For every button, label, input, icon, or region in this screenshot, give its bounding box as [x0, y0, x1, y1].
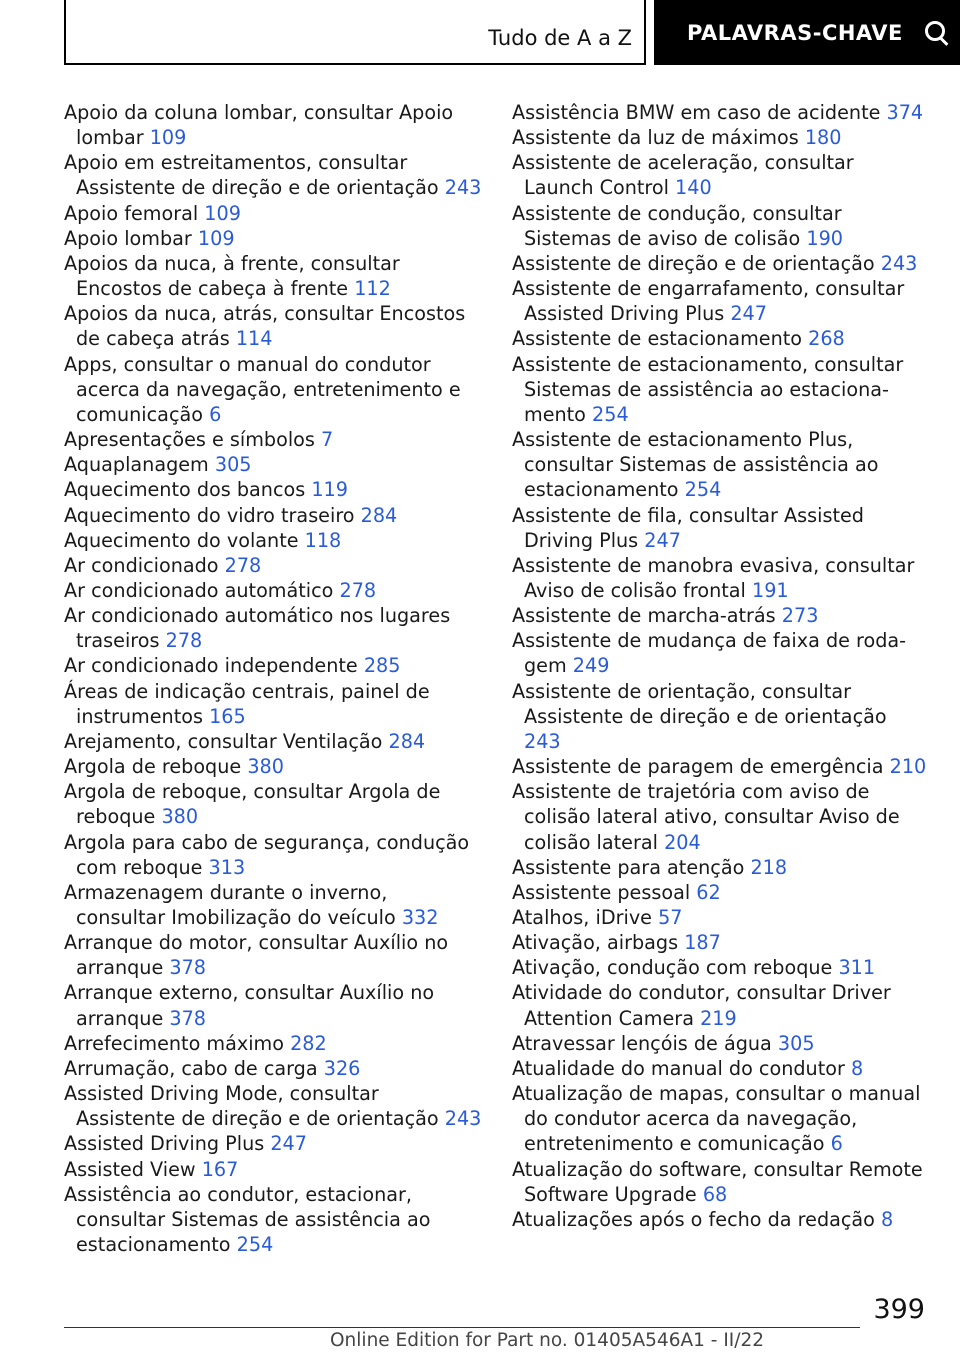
page-link[interactable]: 282: [290, 1031, 327, 1055]
page-link[interactable]: 285: [363, 654, 401, 678]
page-link[interactable]: 278: [339, 578, 377, 602]
page-link[interactable]: 378: [169, 1006, 206, 1030]
index-entry: [64, 251, 482, 301]
index-entry: [64, 1182, 482, 1257]
entry-text: Apoio femoral: [64, 201, 199, 225]
entry-text: Assistente de estacionamento Plus, consultar Sistemas de assistência ao estacionamento: [512, 428, 879, 502]
entry-text: Assistente de trajetória com aviso de colisão lateral ativo, consultar Aviso de colisão lateral: [512, 780, 900, 854]
index-entry: [64, 553, 482, 578]
page-link[interactable]: 305: [214, 453, 252, 477]
entry-text: Assistente de mudança de faixa de rodagem: [512, 629, 907, 678]
page-link[interactable]: 8: [850, 1056, 864, 1080]
page-link[interactable]: 109: [197, 226, 235, 250]
page-number: 399: [873, 1294, 925, 1325]
entry-text: Arrumação, cabo de carga: [64, 1056, 318, 1080]
index-entry: [512, 955, 927, 980]
index-entry: [512, 754, 927, 779]
entry-text: Ar condicionado automático nos lugares traseiros: [64, 604, 451, 653]
index-entry: [64, 830, 482, 880]
entry-text: Atalhos, iDrive: [512, 906, 652, 929]
index-entry: [512, 326, 927, 351]
page-link[interactable]: 6: [209, 402, 222, 426]
index-entry: [64, 100, 482, 150]
page-link[interactable]: 243: [444, 176, 482, 200]
entry-text: Assistente de paragem de emergência: [512, 755, 884, 779]
entry-text: Assistente de direção e de orientação: [512, 251, 875, 275]
index-entry: [64, 679, 482, 729]
entry-text: Argola para cabo de segurança, condução com reboque: [64, 830, 470, 879]
page-link[interactable]: 114: [235, 327, 273, 351]
index-entry: [64, 754, 482, 779]
index-entry: [512, 352, 927, 427]
entry-text: Apoios da nuca, atrás, consultar Encostos de cabeça atrás: [64, 302, 466, 351]
index-entry: [64, 653, 482, 678]
index-entry: [512, 930, 927, 955]
page-link[interactable]: 305: [777, 1031, 815, 1055]
page-link[interactable]: 6: [830, 1132, 843, 1156]
index-entry: [512, 201, 927, 251]
page-link[interactable]: 180: [804, 126, 842, 150]
entry-text: Assisted View: [64, 1157, 196, 1181]
page-link[interactable]: 332: [401, 906, 439, 929]
index-entry: [64, 301, 482, 351]
entry-text: Arejamento, consultar Ventilação: [64, 729, 383, 753]
page-link[interactable]: 247: [270, 1132, 307, 1156]
entry-text: Atividade do condutor, consultar Driver Attention Camera: [512, 981, 891, 1030]
entry-text: Assistente de manobra evasiva, consultar Aviso de colisão frontal: [512, 553, 915, 602]
page-link[interactable]: 273: [781, 604, 819, 628]
entry-text: Assistente para atenção: [512, 855, 745, 879]
footer-rule: [64, 1327, 860, 1328]
index-entry: [64, 201, 482, 226]
index-entry: [64, 477, 482, 502]
page-link[interactable]: 8: [881, 1207, 894, 1231]
index-entry: [64, 352, 482, 427]
keywords-tab[interactable]: [654, 0, 960, 65]
index-entry: [512, 905, 927, 930]
entry-text: Assistente de estacionamento, consultar Sistemas de assistência ao estacionamento: [512, 352, 904, 426]
index-entry: [512, 1157, 927, 1207]
entry-text: Argola de reboque: [64, 755, 242, 779]
page-link[interactable]: 311: [838, 956, 876, 980]
index-entry: [512, 100, 927, 125]
page-link[interactable]: 109: [204, 201, 241, 225]
index-entry: [512, 276, 927, 326]
index-entry: [64, 1081, 482, 1131]
index-entry: [64, 1157, 482, 1182]
page-link[interactable]: 313: [208, 855, 246, 879]
page-link[interactable]: 219: [700, 1006, 737, 1030]
entry-text: Assistência BMW em caso de acidente: [512, 101, 881, 124]
entry-text: Apoio lombar: [64, 226, 192, 250]
page-link[interactable]: 167: [201, 1157, 239, 1181]
entry-text: Apoio em estreitamentos, consultar Assistente de direção e de orientação: [64, 151, 439, 200]
page-link[interactable]: 210: [889, 755, 927, 779]
entry-text: Assistente de fila, consultar Assisted Driving Plus: [512, 503, 864, 552]
index-entry: [512, 679, 927, 754]
entry-text: Aquecimento dos bancos: [64, 478, 306, 502]
entry-text: Assistente pessoal: [512, 880, 691, 904]
page-link[interactable]: 119: [311, 478, 348, 502]
entry-text: Assistente de engarrafamento, consultar Assisted Driving Plus: [512, 277, 905, 326]
index-entry: [512, 603, 927, 628]
page-link[interactable]: 118: [304, 528, 342, 552]
entry-text: Áreas de indicação centrais, painel de instrumentos: [64, 679, 430, 728]
entry-text: Aquecimento do vidro traseiro: [64, 503, 355, 527]
index-entry: [512, 1031, 927, 1056]
edition-footer: Online Edition for Part no. 01405A546A1 - II/22: [330, 1330, 765, 1351]
page-link[interactable]: 254: [236, 1233, 274, 1257]
page-link[interactable]: 187: [684, 931, 721, 955]
index-entry: [512, 779, 927, 854]
page-link[interactable]: 278: [224, 553, 262, 577]
entry-text: Assistente de aceleração, consultar Launch Control: [512, 151, 854, 200]
entry-text: Aquecimento do volante: [64, 528, 299, 552]
entry-text: Assistente de estacionamento: [512, 327, 802, 351]
index-entry: [512, 628, 927, 678]
entry-text: Atualidade do manual do condutor: [512, 1056, 845, 1080]
entry-text: Arrefecimento máximo: [64, 1031, 284, 1055]
page-link[interactable]: 68: [702, 1182, 728, 1206]
index-entry: [64, 452, 482, 477]
index-entry: [512, 1056, 927, 1081]
page-link[interactable]: 218: [750, 855, 788, 879]
entry-text: Ar condicionado: [64, 553, 219, 577]
entry-text: Apresentações e símbolos: [64, 428, 315, 452]
page-link[interactable]: 243: [444, 1107, 482, 1131]
entry-text: Assisted Driving Mode, consultar Assistente de direção e de orientação: [64, 1082, 439, 1131]
entry-text: Assistente de condução, consultar Sistemas de aviso de colisão: [512, 201, 842, 250]
index-entry: [512, 251, 927, 276]
index-entry: [512, 427, 927, 502]
page-link[interactable]: 191: [752, 578, 789, 602]
index-entry: [512, 150, 927, 200]
index-entry: [64, 226, 482, 251]
header-left-rule: [64, 0, 66, 65]
page-link[interactable]: 112: [354, 277, 391, 301]
index-entry: [512, 125, 927, 150]
page-link[interactable]: 62: [696, 880, 721, 904]
entry-text: Atualização de mapas, consultar o manual do condutor acerca da navegação, entretenimento e comunicação: [512, 1082, 921, 1156]
page-link[interactable]: 278: [165, 629, 203, 653]
index-column-right: [512, 100, 927, 1232]
entry-text: Apoio da coluna lombar, consultar Apoio lombar: [64, 101, 454, 150]
entry-text: Assistência ao condutor, estacionar, consultar Sistemas de assistência ao estacionamento: [64, 1182, 431, 1257]
page-link[interactable]: 284: [388, 729, 426, 753]
entry-text: Atravessar lençóis de água: [512, 1031, 772, 1055]
header-rule: [64, 63, 644, 65]
entry-text: Atualizações após o fecho da redação: [512, 1207, 875, 1231]
page-link[interactable]: 380: [161, 805, 199, 829]
page-link[interactable]: 57: [658, 906, 683, 929]
entry-text: Ativação, condução com reboque: [512, 956, 833, 980]
index-entry: [64, 578, 482, 603]
index-entry: [64, 427, 482, 452]
index-entry: [512, 880, 927, 905]
index-entry: [512, 553, 927, 603]
entry-text: Ar condicionado automático: [64, 578, 334, 602]
index-entry: [64, 729, 482, 754]
index-entry: [64, 150, 482, 200]
index-entry: [64, 1031, 482, 1056]
entry-text: Arranque do motor, consultar Auxílio no arranque: [64, 931, 449, 980]
entry-text: Argola de reboque, consultar Argola de reboque: [64, 780, 441, 829]
page-link[interactable]: 243: [880, 251, 918, 275]
page-link[interactable]: 109: [149, 126, 187, 150]
index-entry: [512, 503, 927, 553]
entry-text: Apoios da nuca, à frente, consultar Encostos de cabeça à frente: [64, 251, 400, 301]
entry-text: Assistente de orientação, consultar Assistente de direção e de orientação: [512, 679, 887, 728]
index-entry: [64, 930, 482, 980]
entry-text: Arranque externo, consultar Auxílio no arranque: [64, 981, 435, 1030]
page-link[interactable]: 204: [664, 830, 701, 854]
index-column-left: [64, 100, 482, 1257]
index-entry: [512, 980, 927, 1030]
keywords-tab-label: PALAVRAS-CHAVE: [687, 20, 903, 45]
index-entry: [64, 503, 482, 528]
page-link[interactable]: 326: [323, 1056, 361, 1080]
entry-text: Atualização do software, consultar Remote Software Upgrade: [512, 1157, 923, 1206]
index-entry: [512, 1081, 927, 1156]
index-entry: [64, 880, 482, 930]
page-link[interactable]: 254: [592, 402, 629, 426]
entry-text: Armazenagem durante o inverno, consultar Imobilização do veículo: [64, 880, 396, 929]
index-entry: [64, 980, 482, 1030]
page-link[interactable]: 254: [684, 478, 722, 502]
entry-text: Ativação, airbags: [512, 931, 679, 955]
header-right-rule: [644, 0, 646, 65]
page-link[interactable]: 190: [806, 226, 844, 250]
page-link[interactable]: 378: [169, 956, 206, 980]
page-link[interactable]: 165: [209, 704, 246, 728]
page-link[interactable]: 249: [572, 654, 610, 678]
page-link[interactable]: 380: [247, 755, 284, 779]
entry-text: Ar condicionado independente: [64, 654, 358, 678]
search-icon: [925, 21, 949, 45]
page-link[interactable]: 268: [808, 327, 845, 351]
index-entry: [64, 1056, 482, 1081]
index-entry: [512, 855, 927, 880]
entry-text: Assistente de marcha-atrás: [512, 604, 776, 628]
page-link[interactable]: 284: [360, 503, 398, 527]
entry-text: Aquaplanagem: [64, 453, 209, 477]
index-entry: [64, 528, 482, 553]
page-link[interactable]: 7: [321, 428, 334, 452]
section-title[interactable]: Tudo de A a Z: [488, 26, 632, 50]
page-link[interactable]: 140: [675, 176, 712, 200]
page-link[interactable]: 374: [886, 101, 924, 124]
index-entry: [64, 779, 482, 829]
entry-text: Apps, consultar o manual do condutor acerca da navegação, entretenimento e comunicação: [64, 352, 461, 426]
entry-text: Assisted Driving Plus: [64, 1132, 265, 1156]
index-entry: [64, 603, 482, 653]
page-link[interactable]: 247: [644, 528, 681, 552]
index-entry: [64, 1131, 482, 1156]
page-link[interactable]: 247: [730, 302, 767, 326]
page-link[interactable]: 243: [524, 729, 561, 753]
index-entry: [512, 1207, 927, 1232]
entry-text: Assistente da luz de máximos: [512, 126, 799, 150]
